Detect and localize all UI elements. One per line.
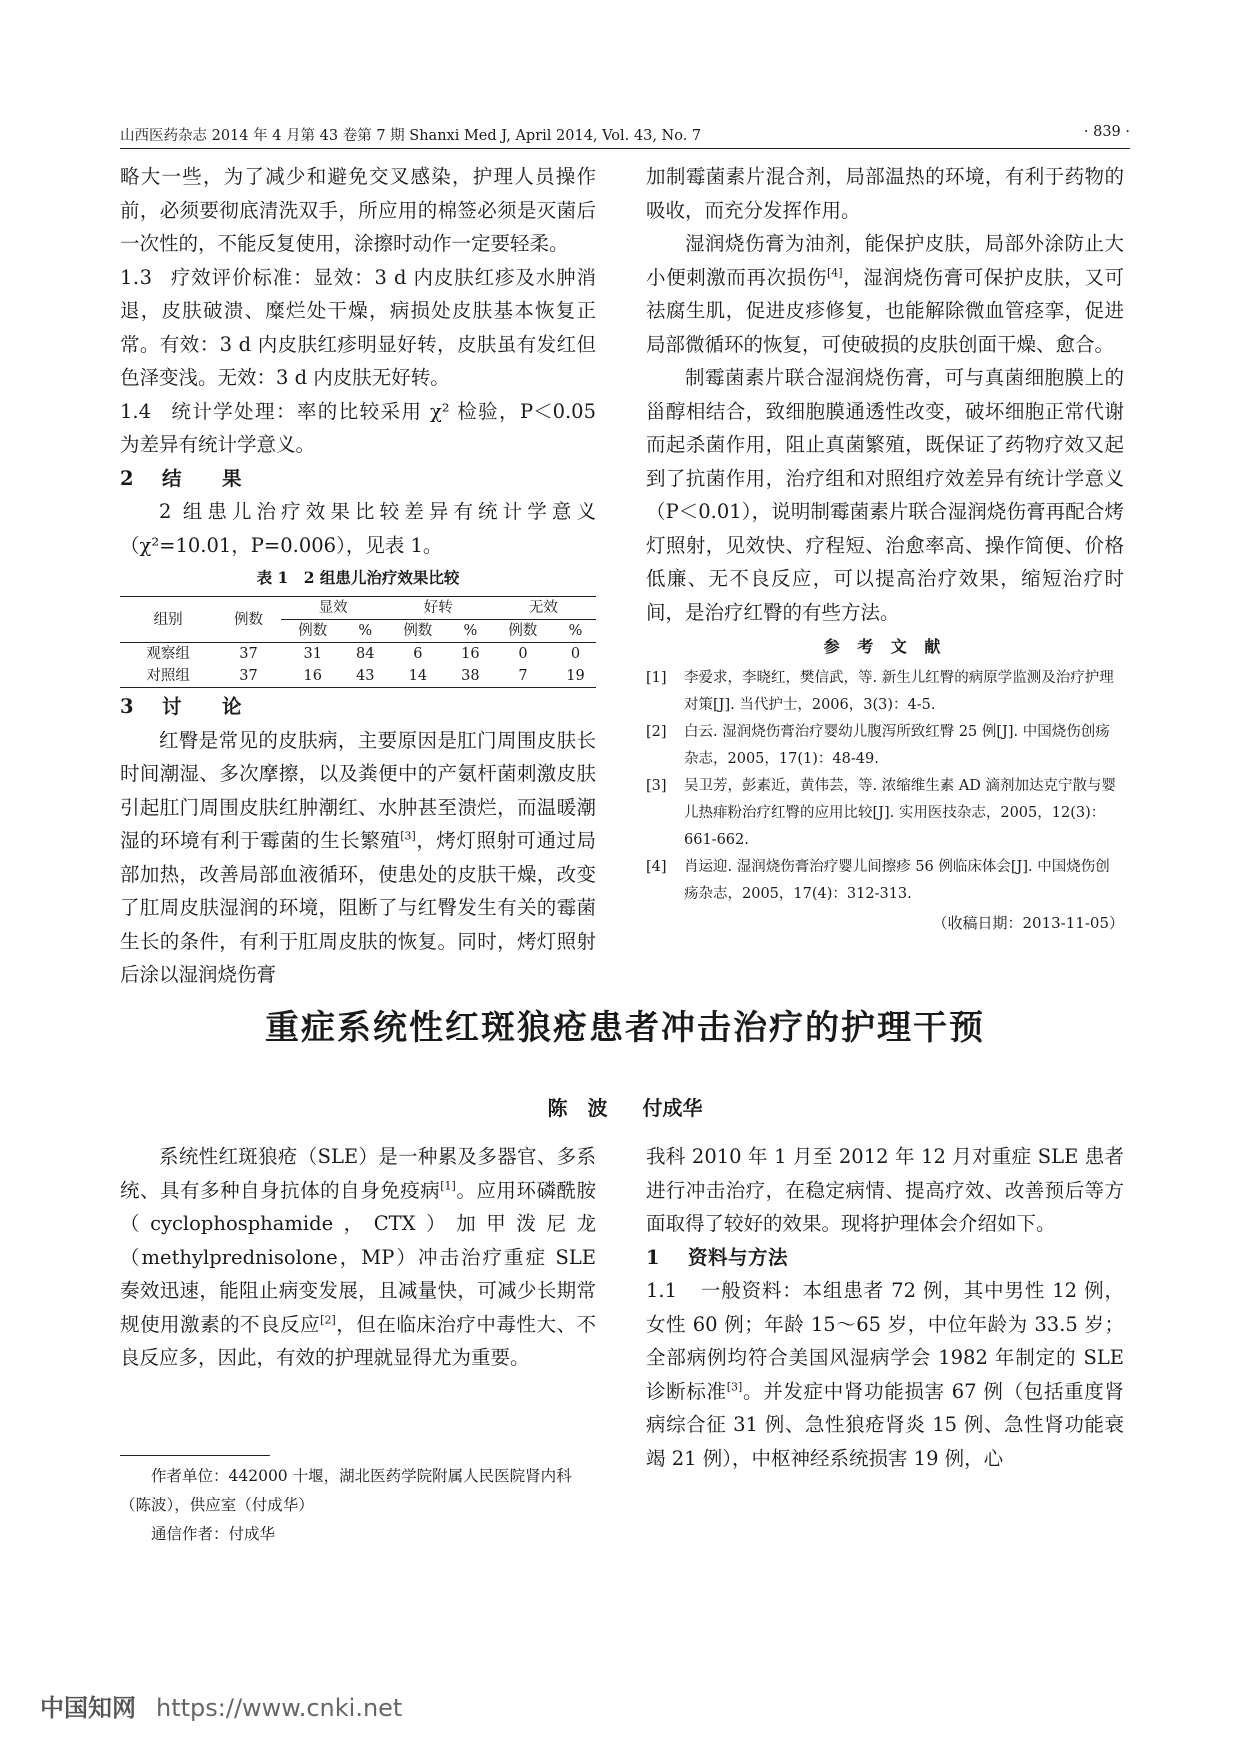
reference-number: [2] (646, 724, 667, 740)
table-cell: 37 (216, 665, 280, 688)
author-name: 付成华 (642, 1096, 703, 1120)
reference-number: [4] (646, 859, 667, 875)
table-row (120, 643, 596, 666)
reference-item (646, 665, 1124, 719)
section-title: 资料与方法 (688, 1245, 789, 1269)
corresponding-author: 通信作者：付成华 (151, 1525, 276, 1543)
citation-ref: [3] (400, 829, 416, 843)
section-text: 疗效评价标准：显效：3 d 内皮肤红疹及水肿消退，皮肤破溃、糜烂处干燥，病损处皮肤基本恢复正常。有效：3 d 内皮肤红疹明显好转，皮肤虽有发红但色泽变浅。无效：3 d 内皮肤无好转。 (120, 265, 596, 389)
running-header (120, 120, 1130, 146)
table-cell: 43 (345, 665, 386, 688)
section-number: 3 (120, 695, 135, 718)
section-title: 讨 论 (162, 695, 243, 718)
table-cell: 7 (491, 665, 555, 688)
reference-number: [1] (646, 670, 667, 686)
table-cell: 84 (356, 646, 375, 662)
reference-item (646, 854, 1124, 908)
cnki-watermark (40, 1688, 402, 1723)
table-cell: 0 (518, 646, 528, 662)
paragraph (120, 1140, 596, 1375)
article-left-column (120, 1140, 596, 1375)
section-text: 统计学处理：率的比较采用 χ² 检验，P＜0.05 为差异有统计学意义。 (120, 399, 596, 456)
header-rule (120, 148, 1130, 149)
reference-text: 白云. 湿润烧伤膏治疗婴幼儿腹泻所致红臀 25 例[J]. 中国烧伤创疡杂志，2005，17(1)：48-49. (684, 724, 1110, 767)
reference-number: [3] (646, 778, 667, 794)
section-2-heading (120, 462, 596, 496)
results-table (120, 596, 596, 688)
article-authors (120, 1092, 1130, 1121)
section-number: 1.3 (120, 265, 153, 289)
citation-ref: [1] (440, 1179, 456, 1192)
journal-info: 山西医药杂志 2014 年 4 月第 43 卷第 7 期 Shanxi Med J, April 2014, Vol. 43, No. 7 (120, 128, 702, 144)
paragraph: 我科 2010 年 1 月至 2012 年 12 月对重症 SLE 患者进行冲击治疗，在稳定病情、提高疗效、改善预后等方面取得了较好的效果。现将护理体会介绍如下。 (646, 1145, 1124, 1235)
text-run: ，湿润烧伤膏可保护皮肤，又可祛腐生肌，促进皮疹修复，也能解除微血管痉挛，促进局部微循环的恢复，可使破损的皮肤创面干燥、愈合。 (646, 265, 1124, 356)
citation-ref: [2] (320, 1313, 336, 1326)
table-subheader: 例数 (281, 620, 345, 643)
reference-text: 吴卫芳，彭素近，黄伟芸，等. 浓缩维生素 AD 滴剂加达克宁散与婴儿热痱粉治疗红臀的应用比较[J]. 实用医技杂志，2005，12(3)：661-662. (684, 778, 1117, 848)
paragraph (646, 227, 1124, 361)
table-cell: 16 (461, 646, 480, 662)
table-cell: 37 (239, 646, 258, 662)
cnki-logo: 中国知网 (40, 1694, 136, 1722)
table-header: 显效 (281, 597, 386, 620)
reference-item (646, 773, 1124, 854)
prev-article-right-column (646, 160, 1124, 938)
section-1-1 (646, 1274, 1124, 1475)
paragraph: 加制霉菌素片混合剂，局部温热的环境，有利于药物的吸收，而充分发挥作用。 (646, 165, 1124, 222)
author-affiliation: 作者单位：442000 十堰，湖北医药学院附属人民医院肾内科（陈波），供应室（付成华） (120, 1467, 572, 1514)
section-number: 1 (646, 1245, 661, 1269)
table-subheader: % (555, 620, 596, 643)
table-header: 例数 (216, 597, 280, 643)
table-cell: 16 (281, 665, 345, 688)
references-heading: 参 考 文 献 (823, 637, 947, 656)
text-run: ，烤灯照射可通过局部加热，改善局部血液循环，使患处的皮肤干燥，改变了肛周皮肤湿润的环境，阻断了与红臀发生有关的霉菌生长的条件，有利于肛周皮肤的恢复。同时，烤灯照射后涂以湿润烧伤膏 (120, 829, 596, 986)
table-subheader: % (345, 620, 386, 643)
footnote (120, 1462, 596, 1549)
paragraph: 制霉菌素片联合湿润烧伤膏，可与真菌细胞膜上的甾醇相结合，致细胞膜通透性改变，破坏细胞正常代谢而起杀菌作用，阻止真菌繁殖，既保证了药物疗效又起到了抗菌作用，治疗组和对照组疗效差异有统计学意义（P＜0.01），说明制霉菌素片联合湿润烧伤膏再配合烤灯照射，见效快、疗程短、治愈率高、操作简便、价格低廉、无不良反应，可以提高治疗效果，缩短治疗时间，是治疗红臀的有些方法。 (646, 366, 1124, 624)
reference-item (646, 719, 1124, 773)
prev-article-left-column (120, 160, 596, 992)
table-subheader: 例数 (491, 620, 555, 643)
text-run: 。应用环磷酰胺（cyclophosphamide，CTX）加甲泼尼龙（methylprednisolone，MP）冲击治疗重症 SLE 奏效迅速，能阻止病变发展，且减量快，可减少长期常规使用激素的不良反应 (120, 1178, 596, 1336)
text-run: 湿润烧伤膏为油剂，能保护皮肤，局部外涂防止大小便刺激而再次损伤 (646, 232, 1124, 289)
text-run: 红臀是常见的皮肤病，主要原因是肛门周围皮肤长时间潮湿、多次摩擦，以及粪便中的产氨杆菌刺激皮肤引起肛门周围皮肤红肿潮红、水肿甚至溃烂，而温暖潮湿的环境有利于霉菌的生长繁殖 (120, 728, 596, 852)
citation-ref: [4] (826, 266, 843, 279)
table-cell: 38 (450, 665, 491, 688)
table-cell: 19 (555, 665, 596, 688)
table-row (120, 665, 596, 688)
table-cell: 14 (386, 665, 450, 688)
section-title: 结 果 (162, 466, 243, 490)
table-caption: 表 1 2 组患儿治疗效果比较 (256, 568, 460, 587)
section-1-4 (120, 395, 596, 462)
reference-text: 李爱求，李晓红，樊信武，等. 新生儿红臀的病原学监测及治疗护理对策[J]. 当代护士，2006，3(3)：4-5. (684, 670, 1114, 713)
table-cell: 观察组 (146, 646, 190, 662)
text-run: 系统性红斑狼疮（SLE）是一种累及多器官、多系统、具有多种自身抗体的自身免疫病 (120, 1145, 596, 1202)
article-right-column (646, 1140, 1124, 1475)
text-run: 一般资料：本组患者 72 例，其中男性 12 例，女性 60 例；年龄 15～65 岁，中位年龄为 33.5 岁；全部病例均符合美国风湿病学会 1982 年制定的 SLE 诊断标准 (646, 1279, 1124, 1403)
section-1-heading (646, 1241, 1124, 1275)
table-subheader: 例数 (386, 620, 450, 643)
received-date: （收稿日期：2013-11-05） (932, 914, 1124, 932)
table-header: 组别 (120, 597, 216, 643)
article-title: 重症系统性红斑狼疮患者冲击治疗的护理干预 (265, 1008, 985, 1048)
paragraph: 2 组患儿治疗效果比较差异有统计学意义（χ²=10.01，P=0.006），见表 1。 (120, 500, 596, 557)
table-header: 无效 (491, 597, 596, 620)
reference-text: 肖运迎. 湿润烧伤膏治疗婴儿间擦疹 56 例临床体会[J]. 中国烧伤创疡杂志，2005，17(4)：312-313. (684, 859, 1110, 902)
cnki-url: https://www.cnki.net (156, 1694, 403, 1722)
paragraph: 略大一些，为了减少和避免交叉感染，护理人员操作前，必须要彻底清洗双手，所应用的棉签必须是灭菌后一次性的，不能反复使用，涂擦时动作一定要轻柔。 (120, 165, 596, 255)
section-1-3 (120, 261, 596, 395)
table-cell: 6 (413, 646, 423, 662)
table-subheader: % (450, 620, 491, 643)
paragraph (120, 724, 596, 992)
section-3-heading (120, 690, 596, 724)
table-cell: 31 (303, 646, 322, 662)
section-number: 2 (120, 466, 135, 490)
citation-ref: [3] (726, 1380, 743, 1393)
table-header: 好转 (386, 597, 491, 620)
table-cell: 0 (570, 646, 581, 662)
author-name: 陈 波 (547, 1096, 608, 1120)
section-number: 1.1 (646, 1279, 678, 1302)
text-run: 。并发症中肾功能损害 67 例（包括重度肾病综合征 31 例、急性狼疮肾炎 15 例、急性肾功能衰竭 21 例），中枢神经系统损害 19 例，心 (646, 1379, 1124, 1470)
text-run: ，但在临床治疗中毒性大、不良反应多，因此，有效的护理就显得尤为重要。 (120, 1312, 596, 1369)
footnote-rule (120, 1455, 270, 1456)
section-number: 1.4 (120, 399, 152, 423)
page-number: · 839 · (1083, 124, 1130, 140)
table-cell: 对照组 (120, 665, 216, 688)
